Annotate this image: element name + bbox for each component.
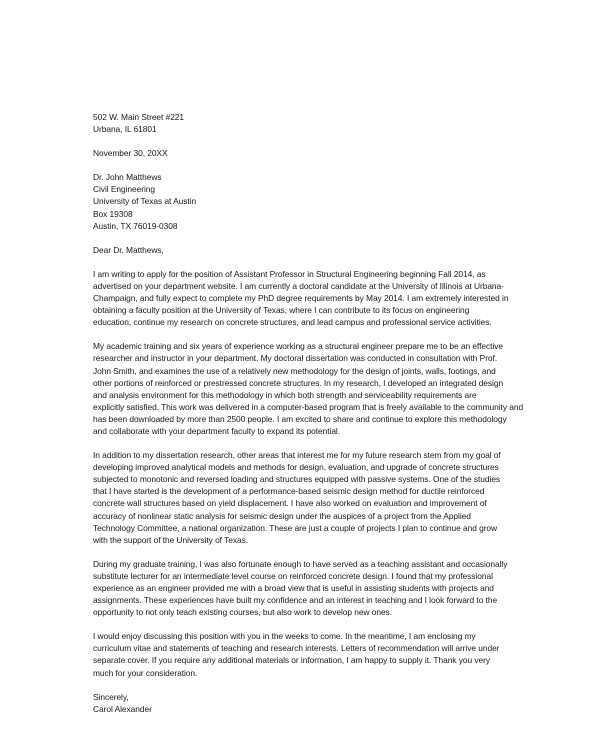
paragraph-line: John Smith, and examines the use of a relatively new methodology for the design of joints, walls, footings, and xyxy=(93,365,496,376)
paragraph-line: During my graduate training, I was also fortunate enough to have served as a teaching assistant and occasionally xyxy=(93,558,508,569)
paragraph-1 xyxy=(93,268,523,328)
paragraph-line: assignments. These experiences have built my confidence and an interest in teaching and I look forward to the xyxy=(93,595,498,606)
paragraph-line: My academic training and six years of experience working as a structural engineer prepare me to be an effective xyxy=(93,341,504,352)
paragraph-line: education, continue my research on concrete structures, and lead campus and professional service activities. xyxy=(93,317,492,328)
paragraph-line: explicitly satisfied. This work was delivered in a computer-based program that is freely available to the community and xyxy=(93,401,524,412)
cover-letter xyxy=(93,111,523,715)
recipient-university: University of Texas at Austin xyxy=(93,196,197,207)
paragraph-line: and collaborate with your department faculty to expand its potential. xyxy=(93,425,341,436)
paragraph-line: that I have started is the development of a performance-based seismic design method for ductile reinforced xyxy=(93,486,485,497)
paragraph-line: obtaining a faculty position at the University of Texas, where I can contribute to its focus on engineering xyxy=(93,305,470,316)
paragraph-line: and analysis environment for this methodology in which both strength and serviceability requirements are xyxy=(93,389,477,400)
letter-date: November 30, 20XX xyxy=(93,148,168,159)
recipient-address xyxy=(93,171,523,231)
salutation: Dear Dr. Matthews, xyxy=(93,244,164,255)
paragraph-line: In addition to my dissertation research, other areas that interest me for my future research stem from my goal of xyxy=(93,450,501,461)
paragraph-5 xyxy=(93,630,523,678)
paragraph-3 xyxy=(93,449,523,546)
paragraph-line: developing improved analytical models and methods for design, evaluation, and upgrade of concrete structures xyxy=(93,462,499,473)
paragraph-line: advertised on your department website. I am currently a doctoral candidate at the University of Illinois at Urbana- xyxy=(93,280,504,291)
paragraph-line: opportunity to not only teach existing courses, but also work to develop new ones. xyxy=(93,607,392,618)
signature-name: Carol Alexander xyxy=(93,703,152,714)
paragraph-4 xyxy=(93,558,523,618)
paragraph-line: accuracy of nonlinear static analysis for seismic design under the auspices of a project from the Applied xyxy=(93,510,471,521)
closing: Sincerely, xyxy=(93,691,129,702)
signature-block xyxy=(93,691,523,715)
paragraph-line: I would enjoy discussing this position with you in the weeks to come. In the meantime, I am enclosing my xyxy=(93,631,476,642)
paragraph-line: Technology Committee, a national organization. These are just a couple of projects I plan to continue and grow xyxy=(93,522,498,533)
paragraph-line: much for your consideration. xyxy=(93,667,198,678)
recipient-name: Dr. John Matthews xyxy=(93,172,162,183)
paragraph-2 xyxy=(93,340,523,437)
paragraph-line: curriculum vitae and statements of teaching and research interests. Letters of recommendation will arrive under xyxy=(93,643,500,654)
paragraph-line: other portions of reinforced or prestressed concrete structures. In my research, I developed an integrated design xyxy=(93,377,504,388)
sender-street: 502 W. Main Street #221 xyxy=(93,112,185,122)
paragraph-line: concrete wall structures based on yield displacement. I have also worked on evaluation and improvement of xyxy=(93,498,487,509)
paragraph-line: researcher and instructor in your department. My doctoral dissertation was conducted in consultation with Prof. xyxy=(93,353,498,364)
sender-city: Urbana, IL 61801 xyxy=(93,124,157,135)
sender-address xyxy=(93,111,523,135)
paragraph-line: has been downloaded by more than 2500 people. I am excited to share and continue to explore this methodology xyxy=(93,413,507,424)
paragraph-line: with the support of the University of Texas. xyxy=(93,534,248,545)
paragraph-line: I am writing to apply for the position of Assistant Professor in Structural Engineering beginning Fall 2014, as xyxy=(93,268,486,279)
paragraph-line: Champaign, and fully expect to complete my PhD degree requirements by May 2014. I am extremely interested in xyxy=(93,293,509,304)
paragraph-line: experience as an engineer provided me with a broad view that is useful in assisting students with projects and xyxy=(93,583,494,593)
recipient-city: Austin, TX 76019-0308 xyxy=(93,220,178,231)
recipient-box: Box 19308 xyxy=(93,208,133,219)
paragraph-line: substitute lecturer for an intermediate level course on reinforced concrete design. I found that my professional xyxy=(93,570,493,581)
paragraph-line: subjected to monotonic and reversed loading and structures equipped with passive systems. One of the studies xyxy=(93,474,501,485)
paragraph-line: separate cover. If you require any additional materials or information, I am happy to supply it. Thank you very xyxy=(93,655,490,666)
recipient-department: Civil Engineering xyxy=(93,184,155,195)
